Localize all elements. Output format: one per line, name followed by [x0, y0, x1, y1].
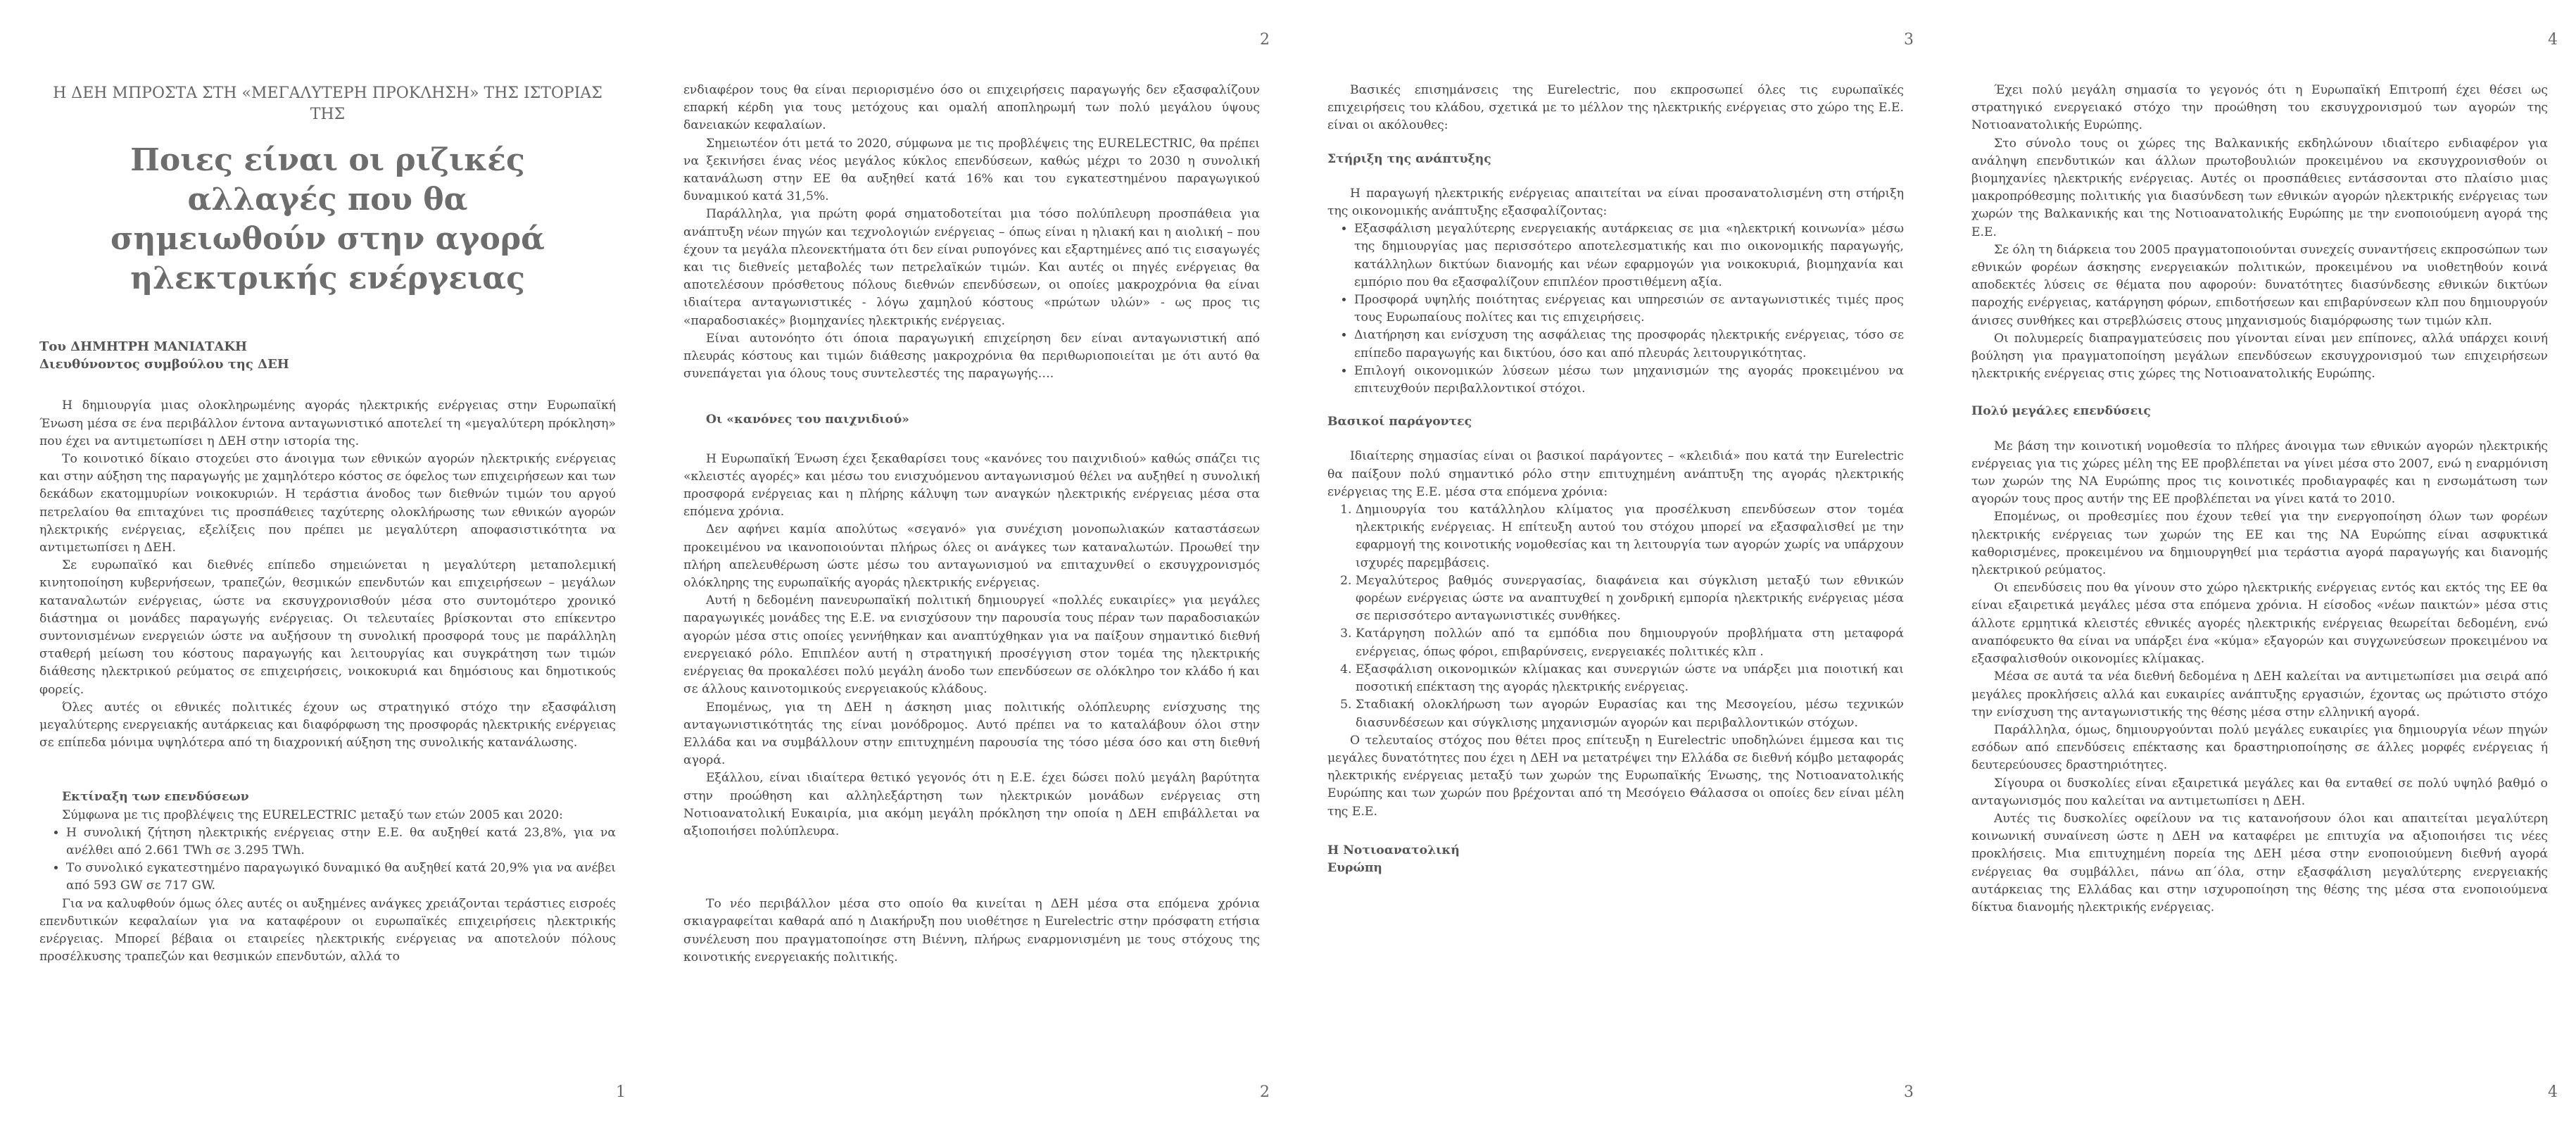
list-item: • Διατήρηση και ενίσχυση της ασφάλειας της προσφοράς ηλεκτρικής ενέργειας, τόσο σε επίπεδο παραγωγής και δικτύου, όσο και από πλευράς λειτουργικότητας.	[1354, 327, 1904, 362]
section-heading: Εκτίναξη των επενδύσεων	[62, 790, 249, 805]
page-1	[0, 0, 644, 1132]
list-item: • Προσφορά υψηλής ποιότητας ενέργειας και υπηρεσιών σε ανταγωνιστικές τιμές προς τους Ευρωπαίους πολίτες και τις επιχειρήσεις.	[1354, 291, 1904, 327]
paragraph: Παράλληλα, για πρώτη φορά σηματοδοτείται μια τόσο πολύπλευρη προσπάθεια για ανάπτυξη νέων πηγών και τεχνολογιών ενέργειας – όπως είναι η ηλιακή και η αιολική – που έχουν τα μεγάλα πλεονεκτήματα ότι δεν είναι ρυπογόνες και εξαρτημένες από τις εισαγωγές και τις διεθνείς μεταβολές των πετρελαϊκών τιμών. Και αυτές οι πηγές ενέργειας θα αποτελέσουν πρόσθετους πόλους διεθνών επενδύσεων, οι οποίες μακροχρόνια θα είναι ιδιαίτερα ανταγωνιστικές - λόγω χαμηλού κόστους «πρώτων υλών» - ως προς τις «παραδοσιακές» βιομηχανίες ηλεκτρικής ενέργειας.	[683, 207, 1260, 328]
list-item: 1. Δημιουργία του κατάλληλου κλίματος για προσέλκυση επενδύσεων στον τομέα ηλεκτρικής ενέργειας. Η επίτευξη αυτού του στόχου μπορεί να εξασφαλισθεί με την εφαρμογή της κοινοτικής νομοθεσίας και τη λειτουργία των αγορών χωρίς να υπάρχουν ισχυρές παρεμβάσεις.	[1356, 501, 1904, 572]
paragraph: ενδιαφέρον τους θα είναι περιορισμένο όσο οι επιχειρήσεις παραγωγής δεν εξασφαλίζουν επαρκή κέρδη για τους μετόχους και ομαλή αποπληρωμή των πολύ μεγάλου ύψους δανειακών κεφαλαίων.	[683, 83, 1260, 133]
page-number-top: 4	[2548, 31, 2558, 49]
page-3-content	[1327, 82, 1904, 877]
paragraph: Μέσα σε αυτά τα νέα διεθνή δεδομένα η ΔΕΗ καλείται να αντιμετωπίσει μια σειρά από μεγάλες προκλήσεις αλλά και ευκαιρίες ανάπτυξης εργασιών, έχοντας ως πρώτιστο στόχο την ενίσχυση της ανταγωνιστικής της θέσης μέσα στην ελληνική αγορά.	[1971, 669, 2548, 719]
page-1-content	[39, 83, 616, 967]
paragraph: Δεν αφήνει καμία απολύτως «σεγανό» για συνέχιση μονοπωλιακών καταστάσεων προκειμένου να ικανοποιούνται πλήρως όλες οι ανάγκες των καταναλωτών. Προωθεί την πλήρη απελευθέρωση ώστε μέσω του ανταγωνισμού να επιταχυνθεί ο εκσυγχρονισμός ολόκληρης της ευρωπαϊκής αγοράς ηλεκτρικής ενέργειας.	[683, 522, 1260, 591]
paragraph: Σε όλη τη διάρκεια του 2005 πραγματοποιούνται συνεχείς συναντήσεις εκπροσώπων των εθνικών φορέων άσκησης ενεργειακών πολιτικών, προκειμένου να υιοθετηθούν κοινά αποδεκτές λύσεις σε θέματα που αφορούν: δυνατότητες διασύνδεσης εθνικών δικτύων παροχής ενέργειας, κατάργηση φόρων, επιδοτήσεων και επιβαρύνσεων κλπ που δημιουργούν άνισες συνθήκες και στρεβλώσεις στους μηχανισμούς διαμόρφωσης των τιμών κλπ.	[1971, 242, 2548, 328]
paragraph: Εξάλλου, είναι ιδιαίτερα θετικό γεγονός ότι η Ε.Ε. έχει δώσει πολύ μεγάλη βαρύτητα στην προώθηση και αλληλεξάρτηση των ηλεκτρικών μονάδων ενέργειας στη Νοτιοανατολική Ευκαιρία, μια ακόμη μεγάλη πρόκληση την οποία η ΔΕΗ επιβάλλεται να αξιοποιήσει πολύπλευρα.	[683, 771, 1260, 838]
bullet-list	[1327, 220, 1904, 398]
page-2	[644, 0, 1288, 1132]
list-item: 2. Μεγαλύτερος βαθμός συνεργασίας, διαφάνεια και σύγκλιση μεταξύ των εθνικών φορέων ενέργειας ώστε να αναπτυχθεί η χονδρική εμπορία ηλεκτρικής ενέργειας μέσα σε περισσότερο ανταγωνιστικές συνθήκες.	[1356, 572, 1904, 626]
paragraph: Στο σύνολο τους οι χώρες της Βαλκανικής εκδηλώνουν ιδιαίτερο ενδιαφέρον για ανάληψη επενδυτικών και άλλων πρωτοβουλιών προκειμένου να εκσυγχρονισθούν οι βιομηχανίες ηλεκτρικής ενέργειας. Αυτές οι προσπάθειες εντάσσονται στο πλαίσιο μιας μακροπρόθεσμης πολιτικής για διασύνδεση των εθνικών αγορών ηλεκτρικής ενέργειας των χωρών της Βαλκανικής και της Νοτιοανατολικής Ευρώπης με την ενοποιούμενη αγορά της Ε.Ε.	[1971, 136, 2548, 239]
paragraph: Σημειωτέον ότι μετά το 2020, σύμφωνα με τις προβλέψεις της EURELECTRIC, θα πρέπει να ξεκινήσει ένας νέος μεγάλος κύκλος επενδύσεων, καθώς μέχρι το 2030 η συνολική κατανάλωση στην ΕΕ θα αυξηθεί κατά 16% και του εγκατεστημένου παραγωγικού δυναμικού κατά 31,5%.	[683, 136, 1260, 204]
paragraph: Σύμφωνα με τις προβλέψεις της EURELECTRIC μεταξύ των ετών 2005 και 2020:	[62, 807, 563, 822]
numbered-list	[1327, 501, 1904, 732]
paragraph: Η Ευρωπαϊκή Ένωση έχει ξεκαθαρίσει τους «κανόνες του παιχνιδιού» καθώς σπάζει τις «κλειστές αγορές» και μέσω του ενισχυόμενου ανταγωνισμού θέλει να αυξηθεί η συνολική προσφορά ενέργειας και η πλήρης κάλυψη των αναγκών ηλεκτρικής ενέργειας μέσα στα επόμενα χρόνια.	[683, 451, 1260, 520]
paragraph: Έχει πολύ μεγάλη σημασία το γεγονός ότι η Ευρωπαϊκή Επιτροπή έχει θέσει ως στρατηγικό ενεργειακό στόχο την προώθηση του εκσυγχρονισμού των αγορών της Νοτιοανατολικής Ευρώπης.	[1971, 83, 2548, 133]
paragraph: Η δημιουργία μιας ολοκληρωμένης αγοράς ηλεκτρικής ενέργειας στην Ευρωπαϊκή Ένωση μέσα σε ένα περιβάλλον έντονα ανταγωνιστικό αποτελεί τη «μεγαλύτερη πρόκληση» που έχει να αντιμετωπίσει η ΔΕΗ στην ιστορία της.	[39, 398, 616, 448]
section-heading-cont: Ευρώπη	[1327, 860, 1382, 875]
list-item: • Εξασφάλιση μεγαλύτερης ενεργειακής αυτάρκειας σε μια «ηλεκτρική κοινωνία» μέσω της δημιουργίας μας περισσότερο αποτελεσματικής και πιο οικονομικής παραγωγής, κατάλληλων δικτύων διανομής και νέων εφαρμογών για νοικοκυριά, βιομηχανία και εμπόριο που θα εξασφαλίζουν επιπλέον προστιθέμενη αξία.	[1354, 220, 1904, 291]
page-4	[1932, 0, 2576, 1132]
paragraph: Ο τελευταίος στόχος που θέτει προς επίτευξη η Eurelectric υποδηλώνει έμμεσα και τις μεγάλες δυνατότητες που έχει η ΔΕΗ να μετατρέψει την Ελλάδα σε διεθνή κόμβο μεταφοράς ηλεκτρικής ενέργειας μεταξύ των χωρών της Ευρωπαϊκής Ένωσης, της Νοτιοανατολικής Ευρώπης και των χωρών που βρέχονται από τη Μεσόγειο Θάλασσα οι οποίες δεν είναι μέλη της Ε.Ε.	[1327, 733, 1904, 819]
page-number: 2	[1260, 1083, 1270, 1101]
page-number-top: 2	[1260, 31, 1270, 49]
section-heading: Βασικοί παράγοντες	[1327, 415, 1472, 429]
author-name: Του ΔΗΜΗΤΡΗ ΜΑΝΙΑΤΑΚΗ	[39, 339, 248, 354]
section-heading: Οι «κανόνες του παιχνιδιού»	[706, 413, 909, 427]
page-4-content	[1971, 82, 2548, 917]
section-heading: Πολύ μεγάλες επενδύσεις	[1971, 404, 2151, 419]
list-item: 5. Σταδιακή ολοκλήρωση των αγορών Ευρασίας και της Μεσογείου, μέσω τεχνικών διασυνδέσεων και σύγκλισης μηχανισμών αγορών και περιβαλλοντικών στόχων.	[1356, 696, 1904, 731]
article-title: Ποιες είναι οι ριζικές αλλαγές που θα σημειωθούν στην αγορά ηλεκτρικής ενέργειας	[111, 142, 545, 296]
page-number: 4	[2548, 1083, 2558, 1101]
page-number: 3	[1904, 1083, 1914, 1101]
paragraph: Η παραγωγή ηλεκτρικής ενέργειας απαιτείται να είναι προσανατολισμένη στη στήριξη της οικονομικής ανάπτυξης εξασφαλίζοντας:	[1327, 186, 1904, 219]
paragraph: Επομένως, οι προθεσμίες που έχουν τεθεί για την ενεργοποίηση όλων των φορέων ηλεκτρικής ενέργειας των χωρών της ΕΕ και της ΝΑ Ευρώπης είναι ασφυκτικά καθορισμένες, προκειμένου να δημιουργηθεί μια τεράστια αγορά παραγωγής και διανομής ηλεκτρικού ρεύματος.	[1971, 510, 2548, 578]
list-item: 4. Εξασφάλιση οικονομικών κλίμακας και συνεργιών ώστε να υπάρξει μια ποιοτική και ποσοτική επέκταση της αγοράς ηλεκτρικής ενέργειας.	[1356, 661, 1904, 696]
page-2-content	[683, 82, 1260, 967]
paragraph: Αυτή η δεδομένη πανευρωπαϊκή πολιτική δημιουργεί «πολλές ευκαιρίες» για μεγάλες παραγωγικές μονάδες της Ε.Ε. να ενισχύσουν την παρουσία τους πέραν των παραδοσιακών αγορών μέσα στις οποίες γεννήθηκαν και αναπτύχθηκαν για να παίξουν σημαντικό διεθνή ενεργειακό ρόλο. Επιπλέον αυτή η στρατηγική προσέγγιση στον τομέα της ηλεκτρικής ενέργειας θα προκαλέσει πολύ μεγάλη άνοδο των επενδύσεων σε ολόκληρο τον κλάδο ή και σε άλλους καινοτομικούς ενεργειακούς κλάδους.	[683, 593, 1260, 697]
paragraph: Οι επενδύσεις που θα γίνουν στο χώρο ηλεκτρικής ενέργειας εντός και εκτός της ΕΕ θα είναι εξαιρετικά μεγάλες μέσα στα επόμενα χρόνια. Η είσοδος «νέων παικτών» μέσα στις άλλοτε ερμητικά κλειστές εθνικές αγορές ηλεκτρικής ενέργειας θεωρείται δεδομένη, ενώ αναπόφευκτο θα είναι να υπάρξει ένα «κύμα» εξαγορών και συγχωνεύσεων προκειμένου να εξασφαλισθούν οικονομίες κλίμακας.	[1971, 581, 2548, 667]
paragraph: Είναι αυτονόητο ότι όποια παραγωγική επιχείρηση δεν είναι ανταγωνιστική από πλευράς κόστους και τιμών διάθεσης μακροχρόνια θα περιθωριοποιείται με ότι αυτό θα συνεπάγεται για όλους τους συντελεστές της παραγωγής….	[683, 331, 1260, 382]
paragraph: Το κοινοτικό δίκαιο στοχεύει στο άνοιγμα των εθνικών αγορών ηλεκτρικής ενέργειας και στην αύξηση της παραγωγής με χαμηλότερο κόστος σε όφελος των επιχειρήσεων και των δεκάδων εκατομμυρίων νοικοκυριών. Η τεράστια άνοδος των διεθνών τιμών του αργού πετρελαίου θα επιταχύνει τις προσπάθειες ταχύτερης ολοκλήρωσης των εθνικών αγορών ηλεκτρικής ενέργειας, εξελίξεις που πρέπει με μεγαλύτερη αποφασιστικότητα να αντιμετωπίσει η ΔΕΗ.	[39, 452, 616, 555]
paragraph: Ιδιαίτερης σημασίας είναι οι βασικοί παράγοντες – «κλειδιά» που κατά την Eurelectric θα παίξουν πολύ σημαντικό ρόλο στην επιτυχημένη ανάπτυξη της αγοράς ηλεκτρικής ενέργειας της Ε.Ε. μέσα στα επόμενα χρόνια:	[1327, 449, 1904, 499]
list-item: • Η συνολική ζήτηση ηλεκτρικής ενέργειας στην Ε.Ε. θα αυξηθεί κατά 23,8%, για να ανέλθει από 2.661 TWh σε 3.295 TWh.	[66, 824, 616, 860]
page-3	[1288, 0, 1932, 1132]
paragraph: Σε ευρωπαϊκό και διεθνές επίπεδο σημειώνεται η μεγαλύτερη μεταπολεμική κινητοποίηση κυβερνήσεων, τραπεζών, θεσμικών επενδυτών και επιχειρήσεων – μεγάλων καταναλωτών ενέργειας, ώστε να εκσυγχρονισθούν μέσα στο συντομότερο χρονικό διάστημα οι μονάδες παραγωγής ενέργειας. Οι τελευταίες βρίσκονται στο επίκεντρο συντονισμένων ενεργειών ώστε να αυξήσουν τη συνολική προσφορά τους με παράλληλη σταθερή μείωση του κόστους παραγωγής και λειτουργίας και συγκράτηση των τιμών διάθεσης ηλεκτρικού ρεύματος σε επιχειρήσεις, νοικοκυριά και δημόσιους και δημοτικούς φορείς.	[39, 558, 616, 697]
paragraph: Με βάση την κοινοτική νομοθεσία το πλήρες άνοιγμα των εθνικών αγορών ηλεκτρικής ενέργειας για τις χώρες μέλη της ΕΕ προβλέπεται να γίνει μέσα στο 2007, ενώ η εναρμόνιση των χωρών της ΝΑ Ευρώπης προς τις κοινοτικές προδιαγραφές και η ενσωμάτωση των αγορών τους προς αυτήν της ΕΕ προβλέπεται να γίνει κατά το 2010.	[1971, 439, 2548, 507]
paragraph: Σίγουρα οι δυσκολίες είναι εξαιρετικά μεγάλες και θα ενταθεί σε πολύ υψηλό βαθμό ο ανταγωνισμός που καλείται να αντιμετωπίσει η ΔΕΗ.	[1971, 776, 2548, 808]
page-number: 1	[616, 1083, 626, 1101]
paragraph: Επομένως, για τη ΔΕΗ η άσκηση μιας πολιτικής ολόπλευρης ενίσχυσης της ανταγωνιστικότητάς της είναι μονόδρομος. Αυτό πρέπει να το καταλάβουν όλοι στην Ελλάδα και να συμβάλλουν στην επιτυχημένη παρουσία της τόσο μέσα όσο και στη διεθνή αγορά.	[683, 700, 1260, 768]
paragraph: Βασικές επισημάνσεις της Eurelectric, που εκπροσωπεί όλες τις ευρωπαϊκές επιχειρήσεις του κλάδου, σχετικά με το μέλλον της ηλεκτρικής ενέργειας στο χώρο της Ε.Ε. είναι οι ακόλουθες:	[1327, 83, 1904, 133]
bullet-list	[39, 824, 616, 895]
paragraph: Όλες αυτές οι εθνικές πολιτικές έχουν ως στρατηγικό στόχο την εξασφάλιση μεγαλύτερης ενεργειακής αυτάρκειας και διαφόρφωση της προσφοράς ηλεκτρικής ενέργειας σε επίπεδα μόνιμα υψηλότερα από τη διαχρονική αύξηση της συνολικής κατανάλωσης.	[39, 700, 616, 750]
paragraph: Το νέο περιβάλλον μέσα στο οποίο θα κινείται η ΔΕΗ μέσα στα επόμενα χρόνια σκιαγραφείται καθαρά από η Διακήρυξη που υιοθέτησε η Eurelectric στην πρόσφατη ετήσια συνέλευση που πραγματοποίησε στη Βιέννη, πλήρως εναρμονισμένη με τους στόχους της κοινοτικής ενεργειακής πολιτικής.	[683, 897, 1260, 964]
paragraph: Οι πολυμερείς διαπραγματεύσεις που γίνονται είναι μεν επίπονες, αλλά υπάρχει κοινή βούληση για πραγματοποίηση μεγάλων επενδύσεων εκσυγχρονισμού των επιχειρήσεων ηλεκτρικής ενέργειας στις χώρες της Νοτιοανατολικής Ευρώπης.	[1971, 331, 2548, 382]
section-heading: Στήριξη της ανάπτυξης	[1327, 151, 1491, 166]
page-number-top: 3	[1904, 31, 1914, 49]
paragraph: Αυτές τις δυσκολίες οφείλουν να τις κατανοήσουν όλοι και απαιτείται μεγαλύτερη κοινωνική συναίνεση ώστε η ΔΕΗ να καταφέρει με επιτυχία να αξιοποιήσει τις νέες προκλήσεις. Μια επιτυχημένη πορεία της ΔΕΗ μέσα στην ενοποιούμενη διεθνή αγορά ενέργειας θα συμβάλλει, πάνω απ΄όλα, στην εξασφάλιση μεγαλύτερης ενεργειακής αυτάρκειας της Ελλάδας και στην ισχυροποίηση της θέσης της μέσα στα ενοποιούμενα δίκτυα διανομής ηλεκτρικής ενέργειας.	[1971, 811, 2548, 914]
list-item: • Το συνολικό εγκατεστημένο παραγωγικό δυναμικό θα αυξηθεί κατά 20,9% για να ανέβει από 593 GW σε 717 GW.	[66, 860, 616, 895]
author-role: Διευθύνοντος συμβούλου της ΔΕΗ	[39, 357, 289, 372]
list-item: • Επιλογή οικονομικών λύσεων μέσω των μηχανισμών της αγοράς προκειμένου να επιτευχθούν περιβαλλοντικοί στόχοι.	[1354, 363, 1904, 398]
list-item: 3. Κατάργηση πολλών από τα εμπόδια που δημιουργούν προβλήματα στη μεταφορά ενέργειας, όπως φόροι, επιβαρύνσεις, ενεργειακές πολιτικές κλπ .	[1356, 625, 1904, 660]
paragraph: Για να καλυφθούν όμως όλες αυτές οι αυξημένες ανάγκες χρειάζονται τεράστιες εισροές επενδυτικών κεφαλαίων για να καταφέρουν οι ευρωπαϊκές επιχειρήσεις ηλεκτρικής ενέργειας. Μπορεί βέβαια οι εταιρείες ηλεκτρικής ενέργειας να αποτελούν πόλους προσέλκυσης τραπεζών και θεσμικών επενδυτών, αλλά το	[39, 896, 616, 964]
paragraph: Παράλληλα, όμως, δημιουργούνται πολύ μεγάλες ευκαιρίες για δημιουργία νέων πηγών εσόδων από επενδύσεις επέκτασης και δραστηριοποίησης σε άλλες μορφές ενέργειας ή δευτερεύουσες δραστηριότητες.	[1971, 722, 2548, 773]
section-heading: Η Νοτιοανατολική	[1327, 843, 1460, 857]
article-supertitle: Η ΔΕΗ ΜΠΡΟΣΤΑ ΣΤΗ «ΜΕΓΑΛΥΤΕΡΗ ΠΡΟΚΛΗΣΗ» ΤΗΣ ΙΣΤΟΡΙΑΣ ΤΗΣ	[53, 84, 602, 123]
